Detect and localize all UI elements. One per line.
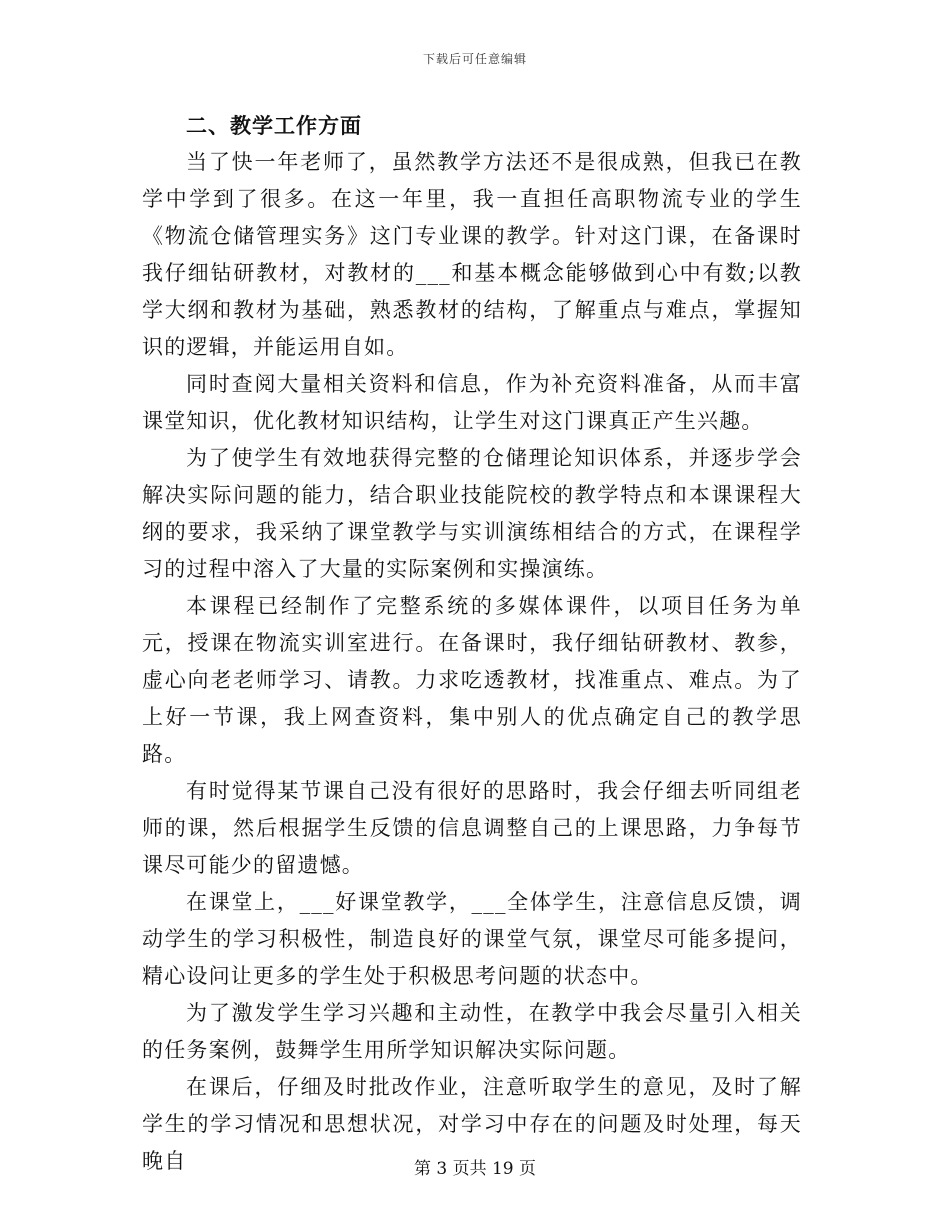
paragraph-3: 为了使学生有效地获得完整的仓储理论知识体系，并逐步学会解决实际问题的能力，结合职业技能院校的教学特点和本课课程大纲的要求，我采纳了课堂教学与实训演练相结合的方式，在课程学习的过程中溶入了大量的实际案例和实操演练。 (142, 446, 802, 581)
paragraph-6: 在课堂上，___好课堂教学，___全体学生，注意信息反馈，调动学生的学习积极性，制造良好的课堂气氛，课堂尽可能多提问，精心设问让更多的学生处于积极思考问题的状态中。 (142, 890, 802, 988)
paragraph-4: 本课程已经制作了完整系统的多媒体课件，以项目任务为单元，授课在物流实训室进行。在备课时，我仔细钻研教材、教参，虚心向老老师学习、请教。力求吃透教材，找准重点、难点。为了上好一节课，我上网查资料，集中别人的优点确定自己的教学思路。 (142, 594, 802, 766)
section-title: 二、教学工作方面 (186, 113, 362, 138)
document-body (142, 108, 802, 1180)
download-editable-note: 下载后可任意编辑 (422, 52, 527, 66)
paragraph-7: 为了激发学生学习兴趣和主动性，在教学中我会尽量引入相关的任务案例，鼓舞学生用所学知识解决实际问题。 (142, 1001, 802, 1062)
page-number: 第 3 页共 19 页 (413, 1159, 537, 1179)
paragraph-5: 有时觉得某节课自己没有很好的思路时，我会仔细去听同组老师的课，然后根据学生反馈的信息调整自己的上课思路，力争每节课尽可能少的留遗憾。 (142, 779, 802, 877)
paragraph-1: 当了快一年老师了，虽然教学方法还不是很成熟，但我已在教学中学到了很多。在这一年里，我一直担任高职物流专业的学生《物流仓储管理实务》这门专业课的教学。针对这门课，在备课时我仔细钻研教材，对教材的___和基本概念能够做到心中有数;以教学大纲和教材为基础，熟悉教材的结构，了解重点与难点，掌握知识的逻辑，并能运用自如。 (142, 150, 802, 359)
paragraph-8: 在课后，仔细及时批改作业，注意听取学生的意见，及时了解学生的学习情况和思想状况，对学习中存在的问题及时处理，每天晚自 (142, 1075, 802, 1173)
paragraph-2: 同时查阅大量相关资料和信息，作为补充资料准备，从而丰富课堂知识，优化教材知识结构，让学生对这门课真正产生兴趣。 (142, 372, 802, 433)
